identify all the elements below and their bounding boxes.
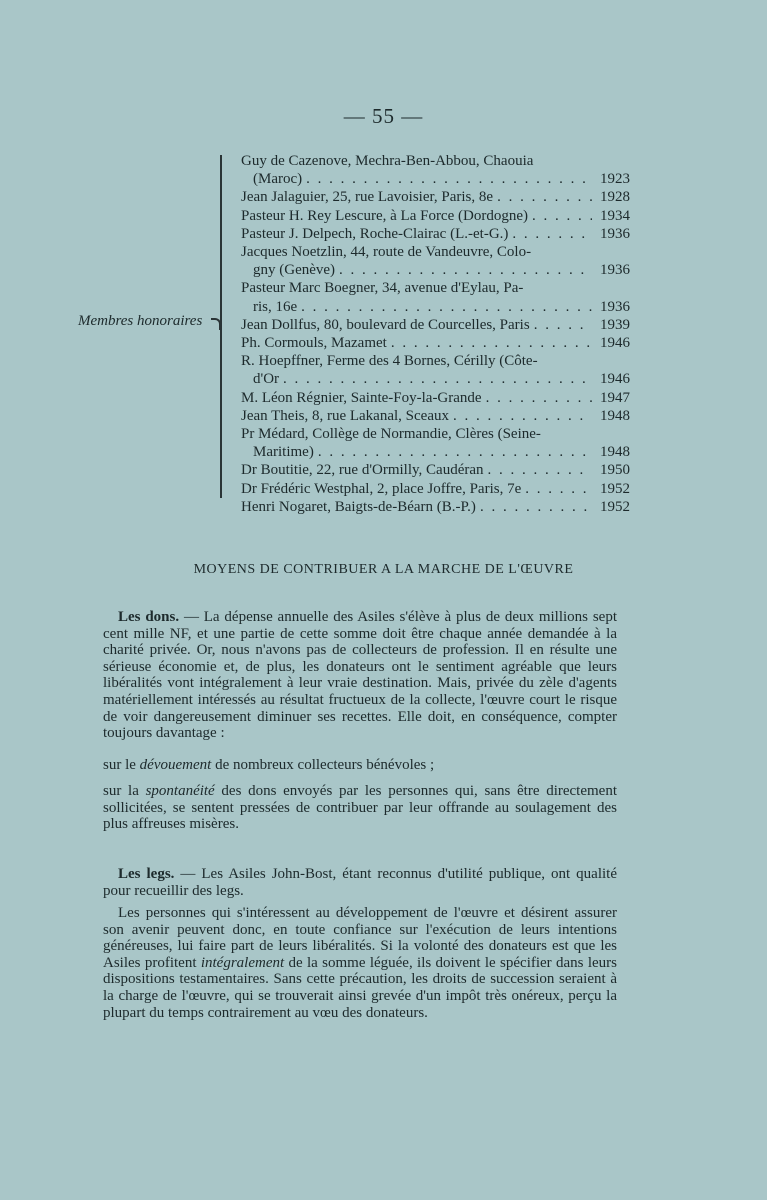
page-number: — 55 — [343, 104, 424, 128]
member-year: 1936 [600, 298, 630, 315]
member-year: 1946 [600, 371, 630, 388]
dot-leader [283, 370, 592, 388]
dot-leader [497, 188, 592, 206]
member-entry [241, 207, 630, 225]
dot-leader [453, 407, 592, 425]
member-year: 1947 [600, 389, 630, 406]
member-text: Maritime) [253, 444, 314, 461]
dot-leader [534, 316, 592, 334]
member-text: Jean Jalaguier, 25, rue Lavoisier, Paris, 8e [241, 189, 494, 206]
personnes-after: de la somme léguée, ils doivent le spécifier dans leurs dispositions testamentaires. Sans cette précaution, les droits de succession seraient à la charge de l'œuvre, qui se trouverait ainsi grevée d'un impôt très onéreux, perçu la plupart du temps contrairement au vœu des donateurs. [103, 954, 617, 1021]
member-text: Pr Médard, Collège de Normandie, Clères (Seine- [241, 426, 541, 443]
spontaneite-after: des dons envoyés par les personnes qui, sans être directement sollicitées, se sentent pressées de contribuer par leur offrande au soulagement des plus affreuses misères. [103, 783, 617, 833]
dot-leader [488, 461, 592, 479]
personnes-before: Les personnes qui s'intéressent au développement de l'œuvre et désirent assurer son avenir peuvent donc, en toute confiance sur l'exécution de leurs intentions généreuses, lui faire part de leurs libéralités. Si la volonté des donateurs est que les Asiles profitent [103, 905, 617, 971]
member-entry [241, 334, 630, 352]
members-category-label: Membres honoraires [78, 313, 203, 329]
member-year: 1936 [600, 262, 630, 279]
member-entry [241, 225, 630, 243]
member-entry [241, 407, 630, 425]
section-title: MOYENS DE CONTRIBUER A LA MARCHE DE L'ŒUVRE [193, 562, 574, 577]
member-text: (Maroc) [253, 171, 303, 188]
member-year: 1928 [600, 189, 630, 206]
member-year: 1946 [600, 335, 630, 352]
member-text: Guy de Cazenove, Mechra-Ben-Abbou, Chaouia [241, 153, 534, 169]
member-text: Jacques Noetzlin, 44, route de Vandeuvre, Colo- [241, 244, 532, 261]
spontaneite-before: sur la [103, 783, 146, 799]
member-year: 1934 [600, 207, 630, 224]
dot-leader [512, 225, 592, 243]
member-text: Henri Nogaret, Baigts-de-Béarn (B.-P.) [241, 498, 476, 515]
paragraph-dons [103, 609, 617, 742]
member-year: 1936 [600, 225, 630, 242]
member-text: Jean Theis, 8, rue Lakanal, Sceaux [241, 407, 449, 424]
member-entry [241, 498, 630, 516]
devouement-before: sur le [103, 757, 140, 773]
member-text: Pasteur Marc Boegner, 34, avenue d'Eylau, Pa- [241, 280, 524, 297]
member-entry [241, 188, 630, 206]
dot-leader [391, 334, 592, 352]
member-entry [241, 279, 630, 315]
dot-leader [525, 480, 592, 498]
member-year: 1923 [600, 171, 630, 188]
member-text: ris, 16e [253, 298, 298, 315]
member-entry [241, 461, 630, 479]
member-year: 1948 [600, 444, 630, 461]
devouement-after: de nombreux collecteurs bénévoles ; [211, 757, 435, 773]
member-entry [241, 480, 630, 498]
devouement-emphasis: dévouement [139, 757, 212, 773]
member-text: Dr Boutitie, 22, rue d'Ormilly, Caudéran [241, 462, 484, 479]
member-entry [241, 352, 630, 388]
member-entry [241, 425, 630, 461]
member-year: 1952 [600, 480, 630, 497]
member-year: 1948 [600, 407, 630, 424]
member-text: R. Hoepffner, Ferme des 4 Bornes, Cérilly (Côte- [241, 353, 538, 370]
member-entry [241, 152, 630, 188]
members-list [241, 152, 630, 516]
paragraph-spontaneite [103, 783, 617, 833]
dot-leader [301, 298, 592, 316]
personnes-emphasis: intégralement [200, 954, 285, 971]
brace-tip [211, 318, 221, 330]
paragraph-devouement [103, 757, 617, 774]
dot-leader [306, 170, 592, 188]
member-text: d'Or [253, 371, 280, 388]
dot-leader [318, 443, 592, 461]
paragraph-legs [103, 866, 617, 899]
dot-leader [486, 389, 592, 407]
paragraph-personnes [103, 905, 617, 1021]
legs-heading: Les legs. [118, 866, 175, 882]
member-text: Jean Dollfus, 80, boulevard de Courcelles, Paris [241, 316, 530, 333]
member-text: Pasteur H. Rey Lescure, à La Force (Dordogne) [241, 207, 528, 224]
dot-leader [480, 498, 592, 516]
spontaneite-emphasis: spontanéité [145, 783, 215, 799]
dons-text: — La dépense annuelle des Asiles s'élève à plus de deux millions sept cent mille NF, et une partie de cette somme doit être chaque année demandée à la charité privée. Or, nous n'avons pas de collecteurs de profession. Il en résulte une sérieuse économie et, de plus, les donateurs ont le sentiment agréable que leurs libéralités vont intégralement à leur vraie destination. Mais, privée du zèle d'agents matériellement intéressés au résultat fructueux de la collecte, l'œuvre court le risque de voir dangereusement diminuer ses recettes. Elle doit, en conséquence, compter toujours davantage : [103, 609, 617, 742]
dons-heading: Les dons. [118, 609, 180, 625]
member-entry [241, 389, 630, 407]
member-text: M. Léon Régnier, Sainte-Foy-la-Grande [241, 389, 482, 406]
member-entry [241, 316, 630, 334]
member-year: 1952 [600, 498, 630, 515]
member-year: 1950 [600, 462, 630, 479]
member-text: gny (Genève) [253, 262, 336, 279]
member-text: Ph. Cormouls, Mazamet [241, 335, 387, 352]
member-text: Pasteur J. Delpech, Roche-Clairac (L.-et-G.) [241, 225, 509, 242]
legs-text: — Les Asiles John-Bost, étant reconnus d'utilité publique, ont qualité pour recueillir des legs. [103, 866, 617, 899]
member-year: 1939 [600, 316, 630, 333]
dot-leader [339, 261, 592, 279]
member-text: Dr Frédéric Westphal, 2, place Joffre, Paris, 7e [241, 480, 522, 497]
member-entry [241, 243, 630, 279]
dot-leader [532, 207, 592, 225]
